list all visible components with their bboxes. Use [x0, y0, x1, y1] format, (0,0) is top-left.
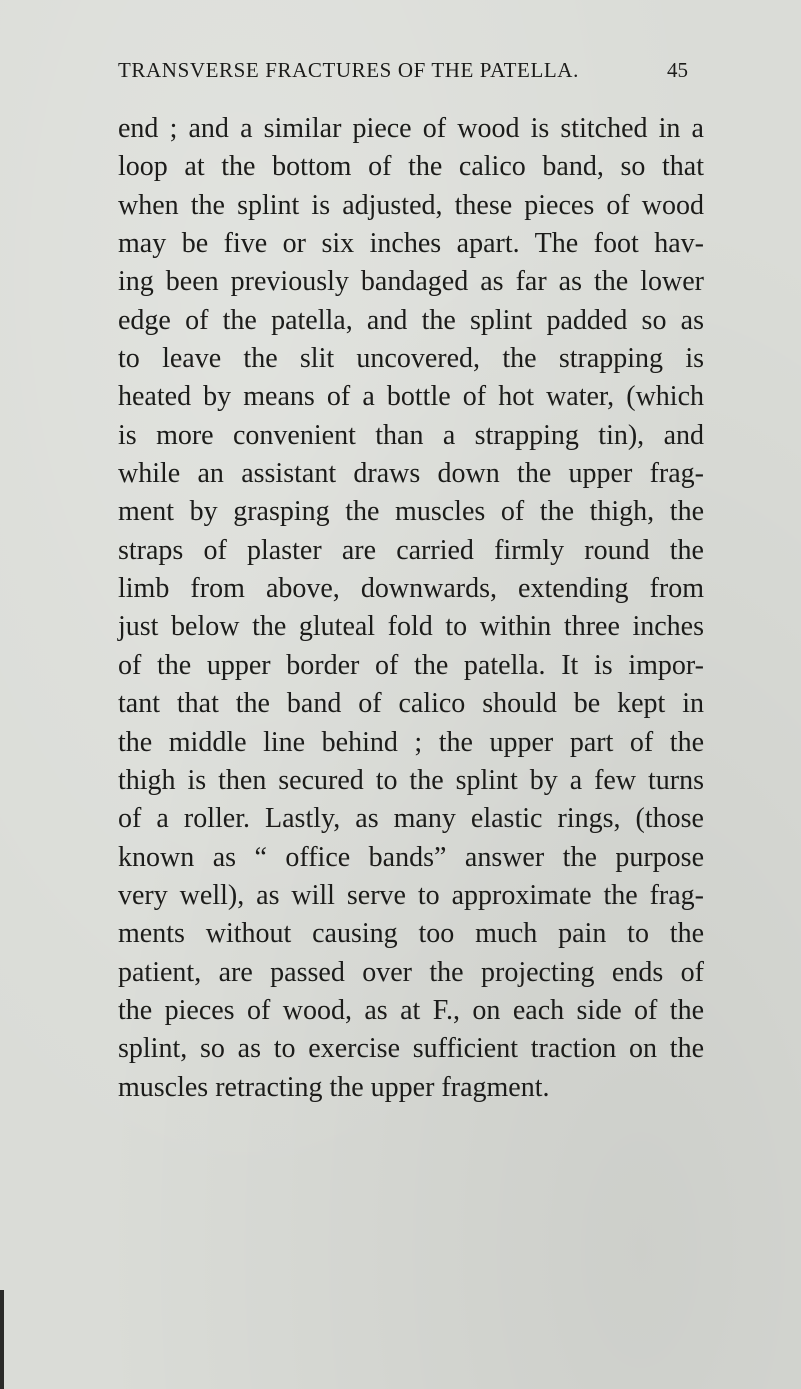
text-line: edge of the patella, and the splint padded so as [118, 304, 704, 336]
text-line: very well), as will serve to approximate the frag- [118, 879, 704, 911]
text-line: loop at the bottom of the calico band, so that [118, 151, 704, 183]
text-line: thigh is then secured to the splint by a few turns [118, 764, 704, 796]
text-line: of the upper border of the patella. It is impor- [118, 649, 704, 681]
text-line: limb from above, downwards, extending from [118, 573, 704, 605]
text-line: muscles retracting the upper fragment. [118, 1071, 550, 1103]
text-line: heated by means of a bottle of hot water, (which [118, 381, 704, 413]
text-line: ment by grasping the muscles of the thigh, the [118, 496, 704, 528]
page-edge-shadow [0, 1290, 4, 1389]
text-line: end ; and a similar piece of wood is stitched in a [118, 113, 704, 144]
page-header [118, 58, 688, 88]
page-number: 45 [667, 58, 688, 82]
text-line: is more convenient than a strapping tin), and [118, 419, 704, 451]
text-line: may be five or six inches apart. The foot hav- [118, 228, 704, 260]
text-line: to leave the slit uncovered, the strapping is [118, 343, 704, 375]
text-line: ing been previously bandaged as far as the lower [118, 266, 704, 298]
text-line: when the splint is adjusted, these pieces of wood [118, 189, 704, 221]
text-line: of a roller. Lastly, as many elastic rings, (those [118, 803, 704, 835]
text-line: the pieces of wood, as at F., on each side of the [118, 994, 704, 1026]
text-line: just below the gluteal fold to within three inches [118, 611, 704, 643]
text-line: ments without causing too much pain to the [118, 918, 704, 950]
text-line: patient, are passed over the projecting ends of [118, 956, 704, 988]
text-line: tant that the band of calico should be kept in [118, 688, 704, 720]
text-line: while an assistant draws down the upper frag- [118, 458, 704, 490]
running-title: TRANSVERSE FRACTURES OF THE PATELLA. [118, 58, 579, 82]
body-text [118, 110, 704, 1107]
text-line: the middle line behind ; the upper part of the [118, 726, 704, 758]
text-line: straps of plaster are carried firmly round the [118, 534, 704, 566]
text-line: known as “ office bands” answer the purpose [118, 841, 704, 873]
text-line: splint, so as to exercise sufficient traction on the [118, 1033, 704, 1065]
